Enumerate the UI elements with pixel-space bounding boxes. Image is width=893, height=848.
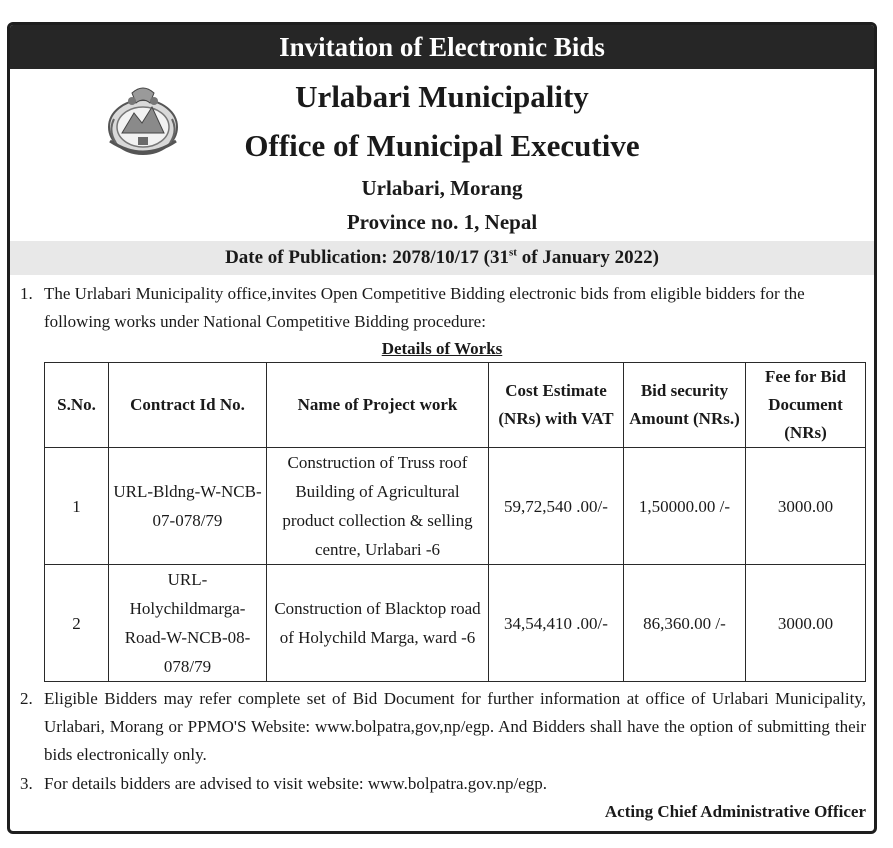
paragraph-text: The Urlabari Municipality office,invites Open Competitive Bidding electronic bids from eligible bidders for the following works under National Competitive Bidding procedure: bbox=[44, 284, 805, 331]
cell-document-fee: 3000.00 bbox=[746, 448, 866, 565]
table-row bbox=[45, 565, 866, 682]
cell-document-fee: 3000.00 bbox=[746, 565, 866, 682]
works-table-title: Details of Works bbox=[381, 339, 503, 358]
cell-cost-estimate: 34,54,410 .00/- bbox=[489, 565, 624, 682]
office-province: Province no. 1, Nepal bbox=[346, 210, 538, 234]
notice-banner: Invitation of Electronic Bids bbox=[10, 25, 874, 69]
paragraph-1 bbox=[10, 280, 874, 336]
paragraph-2 bbox=[10, 685, 874, 769]
publication-date bbox=[10, 241, 874, 275]
paragraph-number: 3. bbox=[20, 774, 33, 793]
works-table bbox=[44, 362, 866, 682]
cell-sno: 1 bbox=[45, 448, 109, 565]
cell-project-name: Construction of Blacktop road of Holychild Marga, ward -6 bbox=[267, 565, 489, 682]
table-row bbox=[45, 448, 866, 565]
header-document-fee: Fee for Bid Document (NRs) bbox=[746, 363, 866, 448]
cell-project-name: Construction of Truss roof Building of Agricultural product collection & selling centre, Urlabari -6 bbox=[267, 448, 489, 565]
header-project-name: Name of Project work bbox=[267, 363, 489, 448]
municipality-name: Urlabari Municipality bbox=[295, 79, 589, 114]
header-block bbox=[10, 69, 874, 241]
paragraph-number: 1. bbox=[20, 284, 33, 303]
paragraph-text: For details bidders are advised to visit website: www.bolpatra.gov.np/egp. bbox=[44, 774, 547, 793]
signature-line: Acting Chief Administrative Officer bbox=[604, 802, 866, 821]
cell-contract-id: URL-Bldng-W-NCB-07-078/79 bbox=[109, 448, 267, 565]
cell-sno: 2 bbox=[45, 565, 109, 682]
cell-contract-id: URL-Holychildmarga-Road-W-NCB-08-078/79 bbox=[109, 565, 267, 682]
bid-notice bbox=[7, 22, 877, 834]
header-sno: S.No. bbox=[45, 363, 109, 448]
cell-cost-estimate: 59,72,540 .00/- bbox=[489, 448, 624, 565]
publication-date-sup: st bbox=[509, 246, 517, 259]
cell-bid-security: 86,360.00 /- bbox=[624, 565, 746, 682]
paragraph-3 bbox=[10, 770, 874, 798]
office-location: Urlabari, Morang bbox=[361, 176, 523, 200]
paragraph-number: 2. bbox=[20, 689, 33, 708]
table-header-row bbox=[45, 363, 866, 448]
cell-bid-security: 1,50000.00 /- bbox=[624, 448, 746, 565]
office-name: Office of Municipal Executive bbox=[244, 128, 640, 163]
header-cost-estimate: Cost Estimate (NRs) with VAT bbox=[489, 363, 624, 448]
publication-date-suffix: of January 2022) bbox=[516, 247, 659, 268]
paragraph-text: Eligible Bidders may refer complete set of Bid Document for further information at office of Urlabari Municipality, Urlabari, Morang or PPMO'S Website: www.bolpatra,gov,np/egp. And Bidders shall have the option of submitting their bids electronically only. bbox=[44, 689, 866, 764]
publication-date-prefix: Date of Publication: 2078/10/17 (31 bbox=[225, 247, 509, 268]
header-contract-id: Contract Id No. bbox=[109, 363, 267, 448]
header-bid-security: Bid security Amount (NRs.) bbox=[624, 363, 746, 448]
